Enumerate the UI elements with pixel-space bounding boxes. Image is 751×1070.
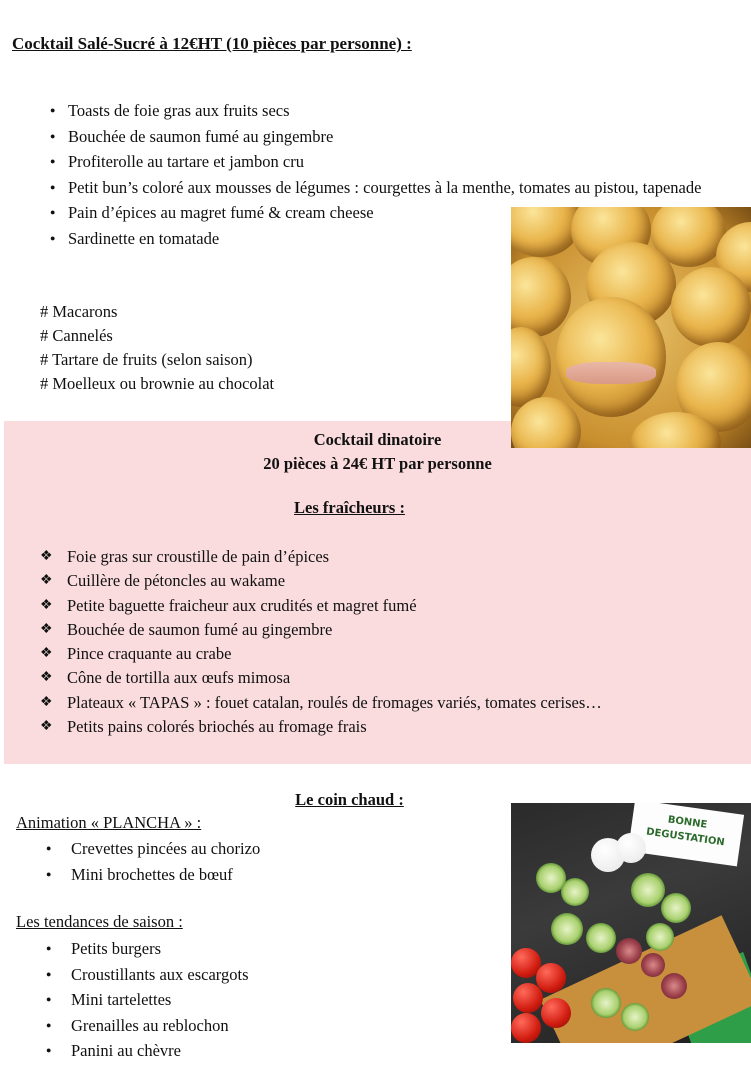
list-item: ❖ Petite baguette fraicheur aux crudités et magret fumé [40, 594, 740, 618]
list-item: # Moelleux ou brownie au chocolat [40, 374, 275, 393]
list-item: ❖ Pince craquante au crabe [40, 642, 740, 666]
list-item: ● Profiterolle au tartare et jambon cru [12, 149, 732, 175]
list-item: ❖ Petits pains colorés briochés au fromage frais [40, 715, 740, 739]
list-item: # Cannelés [40, 326, 113, 345]
plancha-label: Animation « PLANCHA » : [16, 813, 202, 832]
list-item: ❖ Plateaux « TAPAS » : fouet catalan, roulés de fromages variés, tomates cerises… [40, 691, 740, 715]
list-item: ● Crevettes pincées au chorizo [16, 836, 260, 862]
list-item: ● Petit bun’s coloré aux mousses de légumes : courgettes à la menthe, tomates au pistou, tapenade [12, 175, 732, 201]
tendances-label: Les tendances de saison : [16, 912, 183, 931]
list-item: ❖ Cuillère de pétoncles au wakame [40, 569, 740, 593]
dinatoire-title: Cocktail dinatoire [313, 430, 442, 449]
list-item: ● Grenailles au reblochon [16, 1013, 249, 1039]
list-item: ● Sardinette en tomatade [12, 226, 732, 252]
list-item: ● Pain d’épices au magret fumé & cream cheese [12, 200, 732, 226]
dinatoire-subtitle: 20 pièces à 24€ HT par personne [263, 454, 492, 473]
fraicheurs-list [40, 545, 740, 739]
list-item: ● Bouchée de saumon fumé au gingembre [12, 124, 732, 150]
fraicheurs-title: Les fraîcheurs : [294, 498, 405, 517]
list-item: ● Croustillants aux escargots [16, 962, 249, 988]
list-item: ● Mini tartelettes [16, 987, 249, 1013]
bonne-degustation-sign: BONNE DEGUSTATION [628, 803, 744, 866]
list-item: ● Petits burgers [16, 936, 249, 962]
list-item: ● Toasts de foie gras aux fruits secs [12, 98, 732, 124]
list-item: ● Mini brochettes de bœuf [16, 862, 260, 888]
tapas-photo [511, 803, 751, 1043]
list-item: ❖ Bouchée de saumon fumé au gingembre [40, 618, 740, 642]
sweets-list [40, 300, 274, 396]
coin-chaud-title: Le coin chaud : [295, 790, 404, 809]
plancha-list [16, 836, 260, 887]
list-item: ❖ Cône de tortilla aux œufs mimosa [40, 666, 740, 690]
profiteroles-photo [511, 207, 751, 448]
tendances-list [16, 936, 249, 1064]
list-item: # Tartare de fruits (selon saison) [40, 350, 253, 369]
cocktail-sale-sucre-title: Cocktail Salé-Sucré à 12€HT (10 pièces par personne) : [12, 34, 412, 53]
list-item: ❖ Foie gras sur croustille de pain d’épices [40, 545, 740, 569]
list-item: ● Panini au chèvre [16, 1038, 249, 1064]
list-item: # Macarons [40, 302, 118, 321]
